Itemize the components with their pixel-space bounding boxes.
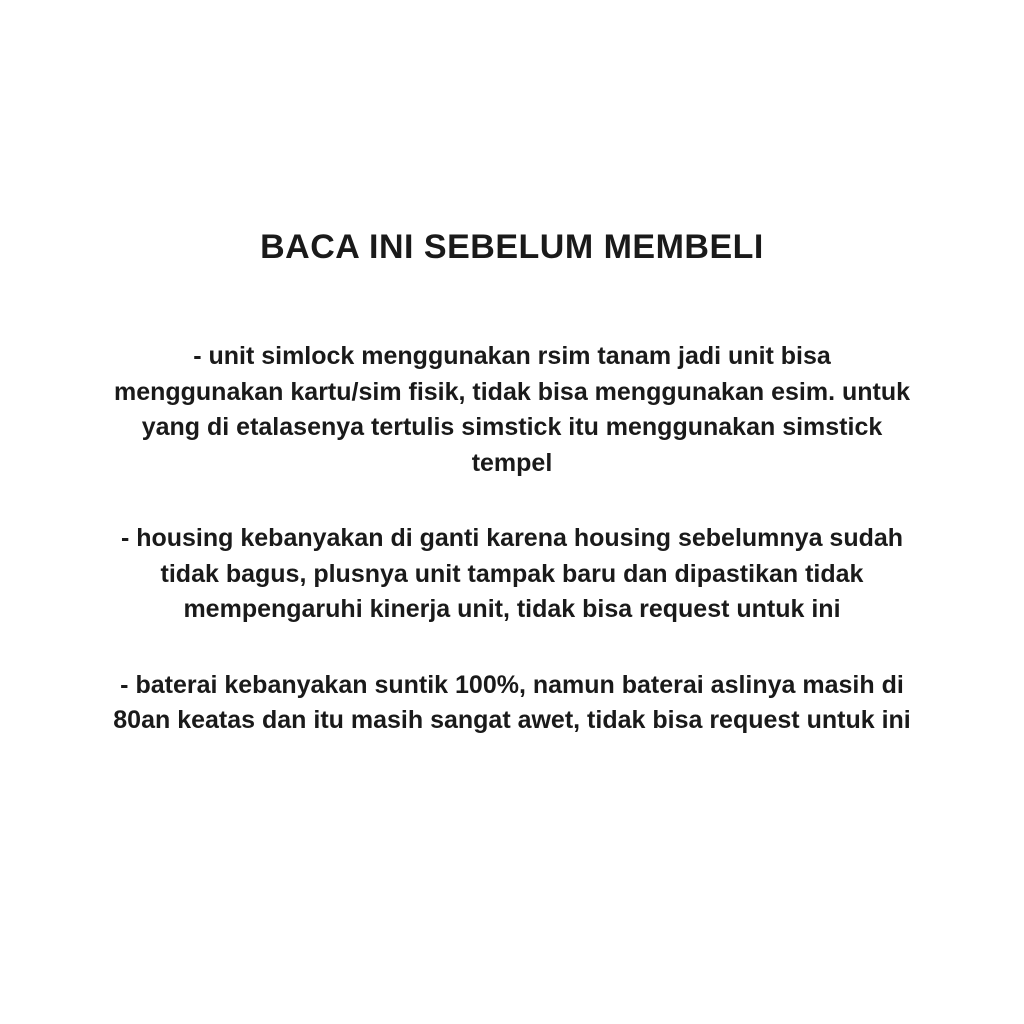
notice-body: [107, 339, 917, 739]
notice-paragraph-baterai: - baterai kebanyakan suntik 100%, namun baterai aslinya masih di 80an keatas dan itu masih sangat awet, tidak bisa request untuk ini: [113, 670, 911, 734]
notice-paragraph-simlock: - unit simlock menggunakan rsim tanam jadi unit bisa menggunakan kartu/sim fisik, tidak bisa menggunakan esim. untuk yang di etalasenya tertulis simstick itu menggunakan simstick tempel: [113, 342, 911, 477]
page-title: BACA INI SEBELUM MEMBELI: [260, 228, 764, 266]
notice-paragraph-housing: - housing kebanyakan di ganti karena housing sebelumnya sudah tidak bagus, plusnya unit tampak baru dan dipastikan tidak mempengaruhi kinerja unit, tidak bisa request untuk ini: [120, 524, 904, 623]
